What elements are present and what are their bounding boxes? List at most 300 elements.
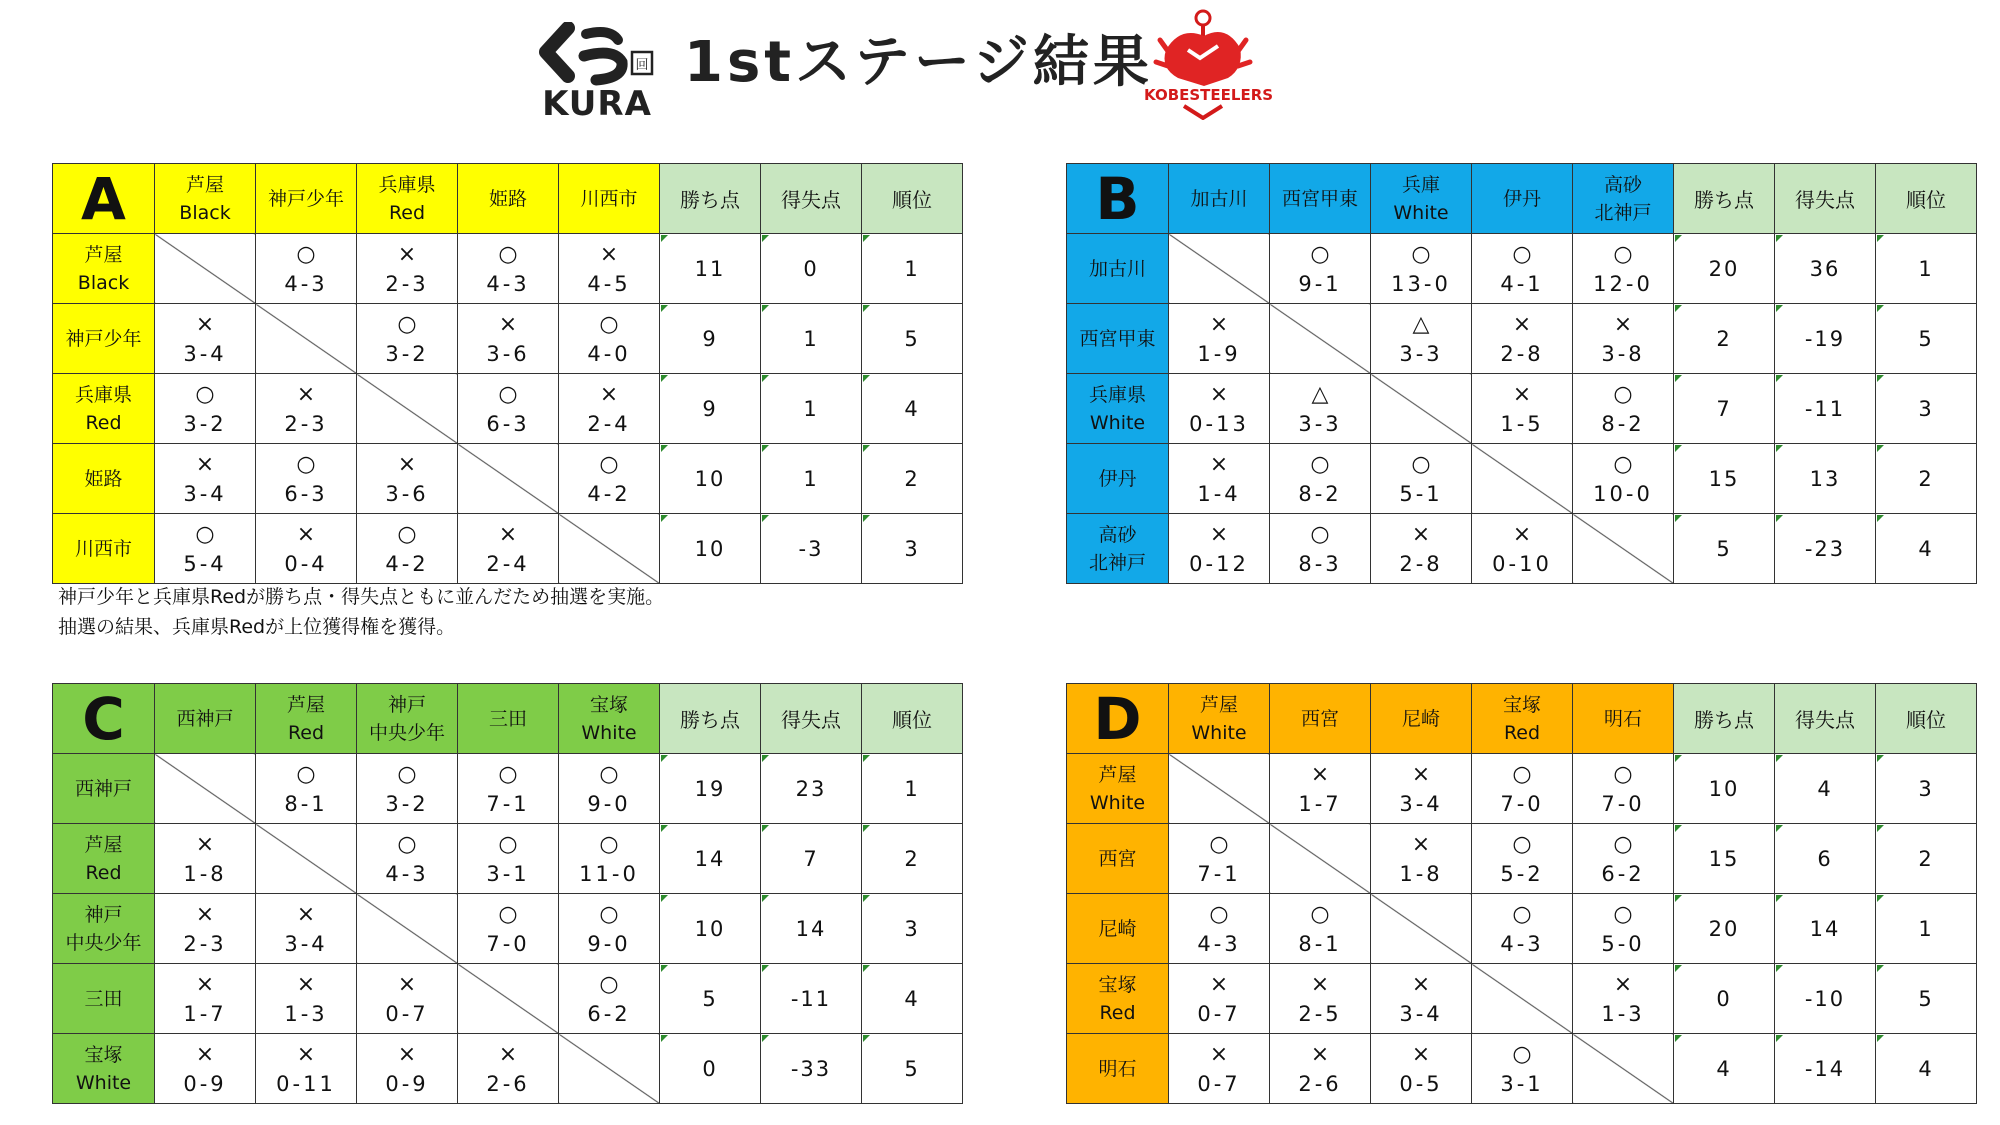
result-symbol: × [1209,1042,1229,1067]
match-score: 1-7 [1298,792,1342,816]
points-cell: 20 [1674,894,1775,964]
kobe-steelers-logo-text: KOBESTEELERS [1144,86,1274,104]
column-header-team: 兵庫県 Red [357,164,458,234]
self-match-cell [458,444,559,514]
result-symbol: × [195,832,215,857]
match-score: 0-5 [1399,1072,1443,1096]
match-score: 6-2 [1601,862,1645,886]
match-score: 7-1 [1197,862,1241,886]
match-score: 4-0 [587,342,631,366]
points-cell: 14 [660,824,761,894]
column-header-team: 三田 [458,684,559,754]
goal-diff-cell: 0 [761,234,862,304]
match-result-cell [1371,1034,1472,1104]
match-result-cell [155,824,256,894]
result-symbol: ○ [296,762,316,787]
result-symbol: × [1512,382,1532,407]
match-result-cell [1371,444,1472,514]
rank-cell: 1 [1876,234,1977,304]
column-header-team: 兵庫 White [1371,164,1472,234]
match-score: 3-4 [1399,792,1443,816]
match-result-cell [155,304,256,374]
match-score: 9-1 [1298,272,1342,296]
goal-diff-cell: -11 [1775,374,1876,444]
result-symbol: ○ [195,382,215,407]
result-symbol: × [1613,972,1633,997]
points-cell: 10 [1674,754,1775,824]
kobe-steelers-logo [1144,6,1274,120]
result-symbol: ○ [1613,832,1633,857]
result-symbol: ○ [498,832,518,857]
match-score: 6-3 [486,412,530,436]
match-score: 11-0 [579,862,639,886]
match-score: 4-2 [385,552,429,576]
self-match-cell [1270,304,1371,374]
column-header-team: 西宮 [1270,684,1371,754]
match-score: 8-2 [1601,412,1645,436]
match-score: 5-4 [183,552,227,576]
match-score: 2-6 [1298,1072,1342,1096]
rank-cell: 3 [862,514,963,584]
result-symbol: ○ [498,242,518,267]
goal-diff-header: 得失点 [761,684,862,754]
match-result-cell [256,374,357,444]
rank-cell: 5 [862,1034,963,1104]
row-header-team: 明石 [1067,1034,1169,1104]
result-symbol: × [397,972,417,997]
points-cell: 5 [660,964,761,1034]
match-score: 13-0 [1391,272,1451,296]
result-symbol: ○ [397,762,417,787]
result-symbol: × [599,382,619,407]
row-header-team: 神戸少年 [53,304,155,374]
row-header-team: 尼崎 [1067,894,1169,964]
points-header: 勝ち点 [660,164,761,234]
result-symbol: ○ [599,972,619,997]
column-header-team: 尼崎 [1371,684,1472,754]
match-score: 0-7 [1197,1072,1241,1096]
match-result-cell [1169,824,1270,894]
result-symbol: ○ [1613,762,1633,787]
result-symbol: × [296,972,316,997]
result-symbol: × [1512,522,1532,547]
points-cell: 10 [660,444,761,514]
points-cell: 7 [1674,374,1775,444]
match-result-cell [1472,374,1573,444]
match-result-cell [256,234,357,304]
match-score: 9-0 [587,792,631,816]
result-symbol: ○ [1310,522,1330,547]
table-row [1067,1034,1977,1104]
row-header-team: 兵庫県 White [1067,374,1169,444]
match-score: 1-3 [284,1002,328,1026]
match-result-cell [357,754,458,824]
result-symbol: ○ [1310,242,1330,267]
self-match-cell [1573,514,1674,584]
match-result-cell [256,1034,357,1104]
match-result-cell [155,1034,256,1104]
table-row [1067,964,1977,1034]
result-symbol: ○ [1512,832,1532,857]
match-score: 1-4 [1197,482,1241,506]
match-score: 8-1 [284,792,328,816]
points-cell: 19 [660,754,761,824]
goal-diff-cell: 13 [1775,444,1876,514]
match-score: 3-6 [385,482,429,506]
match-score: 4-3 [284,272,328,296]
column-header-team: 芦屋 Black [155,164,256,234]
table-row [53,234,963,304]
match-score: 0-12 [1189,552,1249,576]
match-score: 12-0 [1593,272,1653,296]
match-result-cell [1472,234,1573,304]
match-score: 8-1 [1298,932,1342,956]
result-symbol: × [498,522,518,547]
match-score: 0-13 [1189,412,1249,436]
group-label: B [1067,164,1169,234]
match-score: 7-0 [1500,792,1544,816]
match-result-cell [559,444,660,514]
match-score: 7-0 [1601,792,1645,816]
result-symbol: × [1209,382,1229,407]
match-result-cell [357,444,458,514]
match-score: 3-2 [385,792,429,816]
match-score: 3-3 [1298,412,1342,436]
row-header-team: 兵庫県 Red [53,374,155,444]
table-row [53,514,963,584]
match-result-cell [1573,754,1674,824]
result-symbol: ○ [296,242,316,267]
match-result-cell [357,964,458,1034]
rank-cell: 1 [862,234,963,304]
rank-cell: 4 [862,374,963,444]
points-header: 勝ち点 [1674,164,1775,234]
column-header-team: 宝塚 White [559,684,660,754]
match-result-cell [1371,754,1472,824]
match-result-cell [458,894,559,964]
row-header-team: 芦屋 Red [53,824,155,894]
table-row [53,824,963,894]
group-c-table [52,683,963,1104]
goal-diff-cell: 23 [761,754,862,824]
match-score: 8-2 [1298,482,1342,506]
result-symbol: × [1411,832,1431,857]
result-symbol: ○ [498,762,518,787]
result-symbol: ○ [1411,452,1431,477]
self-match-cell [559,514,660,584]
match-score: 1-8 [183,862,227,886]
kura-mark-icon [538,22,656,86]
result-symbol: ○ [1613,452,1633,477]
match-score: 0-9 [183,1072,227,1096]
rank-cell: 4 [1876,1034,1977,1104]
rank-header: 順位 [1876,684,1977,754]
result-symbol: ○ [1512,902,1532,927]
match-score: 3-2 [183,412,227,436]
match-result-cell [256,754,357,824]
row-header-team: 加古川 [1067,234,1169,304]
goal-diff-cell: -33 [761,1034,862,1104]
rank-cell: 1 [862,754,963,824]
result-symbol: × [498,312,518,337]
self-match-cell [1472,444,1573,514]
self-match-cell [1169,754,1270,824]
result-symbol: × [397,1042,417,1067]
goal-diff-cell: 36 [1775,234,1876,304]
result-symbol: ○ [599,452,619,477]
rank-cell: 5 [1876,304,1977,374]
match-score: 2-4 [587,412,631,436]
group-label: A [53,164,155,234]
match-score: 3-2 [385,342,429,366]
table-row [53,304,963,374]
result-symbol: ○ [1209,832,1229,857]
match-result-cell [256,894,357,964]
match-score: 3-3 [1399,342,1443,366]
result-symbol: ○ [397,832,417,857]
group-label: C [53,684,155,754]
result-symbol: ○ [195,522,215,547]
match-score: 0-7 [1197,1002,1241,1026]
rank-cell: 2 [1876,824,1977,894]
match-score: 3-1 [1500,1072,1544,1096]
match-result-cell [458,1034,559,1104]
match-result-cell [1270,894,1371,964]
match-result-cell [1573,374,1674,444]
match-score: 2-6 [486,1072,530,1096]
match-score: 4-3 [1500,932,1544,956]
result-symbol: ○ [1310,902,1330,927]
result-symbol: ○ [498,902,518,927]
rank-cell: 4 [862,964,963,1034]
match-result-cell [1270,234,1371,304]
rank-cell: 2 [1876,444,1977,514]
goal-diff-header: 得失点 [1775,164,1876,234]
result-symbol: ○ [1512,1042,1532,1067]
match-score: 3-1 [486,862,530,886]
result-symbol: × [195,452,215,477]
group-a-table [52,163,963,584]
match-result-cell [357,824,458,894]
page-header [0,0,2000,130]
points-cell: 10 [660,514,761,584]
goal-diff-cell: 1 [761,444,862,514]
result-symbol: ○ [1613,902,1633,927]
column-header-team: 西宮甲東 [1270,164,1371,234]
points-cell: 0 [660,1034,761,1104]
match-score: 4-2 [587,482,631,506]
row-header-team: 宝塚 White [53,1034,155,1104]
row-header-team: 西神戸 [53,754,155,824]
result-symbol: × [397,242,417,267]
points-cell: 10 [660,894,761,964]
table-row [1067,234,1977,304]
match-result-cell [1169,1034,1270,1104]
group-d-table [1066,683,1977,1104]
goal-diff-cell: 14 [761,894,862,964]
row-header-team: 川西市 [53,514,155,584]
match-score: 9-0 [587,932,631,956]
row-header-team: 宝塚 Red [1067,964,1169,1034]
match-result-cell [1270,514,1371,584]
match-result-cell [559,374,660,444]
match-score: 3-6 [486,342,530,366]
result-symbol: ○ [1512,762,1532,787]
kura-logo-text: KURA [542,84,652,124]
match-score: 1-8 [1399,862,1443,886]
lottery-note-2: 抽選の結果、兵庫県Redが上位獲得権を獲得。 [58,616,456,638]
match-result-cell [1472,514,1573,584]
match-result-cell [1270,964,1371,1034]
self-match-cell [357,894,458,964]
self-match-cell [1573,1034,1674,1104]
rank-cell: 3 [862,894,963,964]
row-header-team: 伊丹 [1067,444,1169,514]
rank-cell: 2 [862,444,963,514]
match-score: 0-10 [1492,552,1552,576]
result-symbol: ○ [1512,242,1532,267]
goal-diff-cell: -23 [1775,514,1876,584]
rank-header: 順位 [862,164,963,234]
match-score: 5-1 [1399,482,1443,506]
match-result-cell [155,374,256,444]
match-result-cell [559,894,660,964]
match-score: 0-4 [284,552,328,576]
points-cell: 11 [660,234,761,304]
rank-cell: 3 [1876,374,1977,444]
match-result-cell [458,374,559,444]
result-symbol: × [1310,762,1330,787]
row-header-team: 西宮甲東 [1067,304,1169,374]
match-result-cell [256,514,357,584]
column-header-team: 高砂 北神戸 [1573,164,1674,234]
match-score: 2-8 [1399,552,1443,576]
result-symbol: ○ [599,312,619,337]
result-symbol: × [195,1042,215,1067]
match-score: 0-9 [385,1072,429,1096]
match-result-cell [1371,514,1472,584]
self-match-cell [256,824,357,894]
table-row [1067,304,1977,374]
column-header-team: 芦屋 White [1169,684,1270,754]
points-header: 勝ち点 [1674,684,1775,754]
match-result-cell [1270,754,1371,824]
match-score: 4-3 [486,272,530,296]
table-row [53,1034,963,1104]
match-score: 1-5 [1500,412,1544,436]
match-score: 6-3 [284,482,328,506]
row-header-team: 神戸 中央少年 [53,894,155,964]
row-header-team: 西宮 [1067,824,1169,894]
table-row [53,964,963,1034]
self-match-cell [357,374,458,444]
match-result-cell [1472,754,1573,824]
match-result-cell [1169,964,1270,1034]
self-match-cell [458,964,559,1034]
result-symbol: × [1411,972,1431,997]
points-cell: 20 [1674,234,1775,304]
row-header-team: 姫路 [53,444,155,514]
column-header-team: 川西市 [559,164,660,234]
table-row [1067,374,1977,444]
match-result-cell [1573,234,1674,304]
match-score: 4-3 [385,862,429,886]
match-result-cell [155,514,256,584]
group-label: D [1067,684,1169,754]
goal-diff-cell: -10 [1775,964,1876,1034]
rank-header: 順位 [862,684,963,754]
result-symbol: × [296,522,316,547]
match-result-cell [1270,374,1371,444]
points-header: 勝ち点 [660,684,761,754]
result-symbol: × [1209,452,1229,477]
goal-diff-cell: 4 [1775,754,1876,824]
match-result-cell [1371,304,1472,374]
table-row [1067,444,1977,514]
match-result-cell [1472,304,1573,374]
goal-diff-cell: -19 [1775,304,1876,374]
self-match-cell [1371,894,1472,964]
match-result-cell [1573,824,1674,894]
points-cell: 9 [660,304,761,374]
goal-diff-cell: 6 [1775,824,1876,894]
page-title: 1stステージ結果 [684,30,1153,95]
points-cell: 4 [1674,1034,1775,1104]
self-match-cell [155,754,256,824]
points-cell: 9 [660,374,761,444]
match-score: 2-3 [183,932,227,956]
column-header-team: 宝塚 Red [1472,684,1573,754]
result-symbol: × [296,902,316,927]
match-score: 0-7 [385,1002,429,1026]
points-cell: 0 [1674,964,1775,1034]
match-score: 0-11 [276,1072,336,1096]
result-symbol: × [1209,522,1229,547]
table-row [53,754,963,824]
match-result-cell [559,304,660,374]
rank-header: 順位 [1876,164,1977,234]
match-score: 3-4 [1399,1002,1443,1026]
result-symbol: △ [1311,382,1329,407]
row-header-team: 芦屋 Black [53,234,155,304]
column-header-team: 姫路 [458,164,559,234]
match-score: 2-5 [1298,1002,1342,1026]
match-result-cell [1169,374,1270,444]
points-cell: 5 [1674,514,1775,584]
rank-cell: 5 [862,304,963,374]
result-symbol: × [296,1042,316,1067]
match-result-cell [155,964,256,1034]
points-cell: 15 [1674,444,1775,514]
match-result-cell [1472,1034,1573,1104]
rank-cell: 5 [1876,964,1977,1034]
result-symbol: ○ [599,902,619,927]
match-score: 7-1 [486,792,530,816]
match-result-cell [1169,304,1270,374]
result-symbol: × [397,452,417,477]
result-symbol: × [599,242,619,267]
match-result-cell [1169,514,1270,584]
column-header-team: 明石 [1573,684,1674,754]
rank-cell: 3 [1876,754,1977,824]
match-score: 3-4 [284,932,328,956]
match-result-cell [559,964,660,1034]
match-result-cell [256,964,357,1034]
match-result-cell [458,234,559,304]
result-symbol: × [1209,972,1229,997]
result-symbol: × [1310,972,1330,997]
result-symbol: ○ [599,762,619,787]
